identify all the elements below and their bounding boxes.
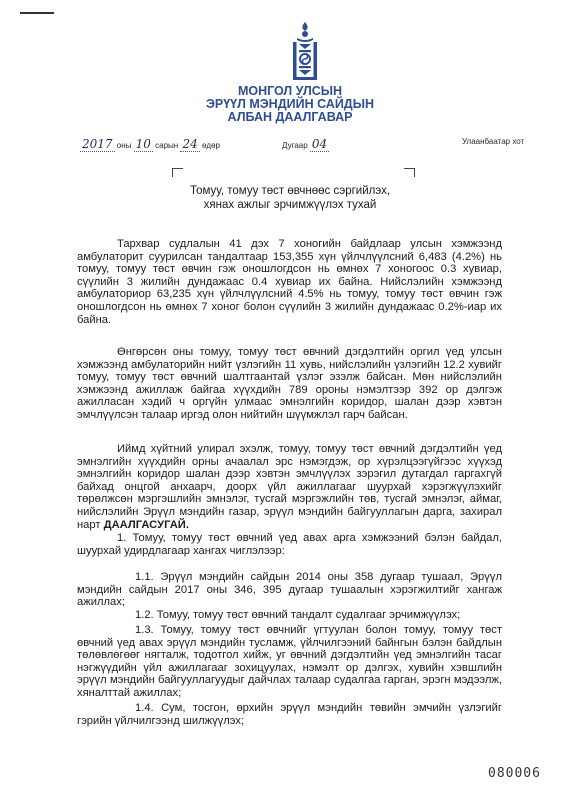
org-line-3: АЛБАН ДААЛГАВАР [227,110,353,124]
date-year-label: оны [116,141,132,150]
document-city: Улаанбаатар хот [462,137,525,146]
item-1-4 [77,702,502,727]
subject-corner-right [404,168,415,177]
date-day-label: өдөр [201,141,220,150]
paragraph-1 [77,238,502,326]
item-1-2 [77,609,502,622]
document-number [282,137,329,152]
paragraph-2-text: Өнгөрсөн оны томуу, томуу төст өвчний дэгдэлтийн оргил үед улсын хэмжээнд амбулаторийн нийт үзлэгийн 11 хувь, нийслэлийн үзлэгийн 12.2 хувийг томуу, томуу төст өвчний шалтгаантай үзлэг эзэлж байсан. Мөн нийслэлийн хэмжээнд ажиллаж байгаа хүүхдийн 789 ороны нэмэлтээр 392 ор дэлгэж ажилласан хэдий ч оргүйн улмаас эмнэлгийн коридор, шалан дээр хэвтэн эмчлүүлсэн талаар иргэд олон нийтийн шүүмжлэл гарч байсан. [77,346,502,421]
subject-corner-left [172,168,183,177]
org-line-2: ЭРҮҮЛ МЭНДИЙН САЙДЫН [206,97,374,111]
serial-number: 080006 [488,766,541,781]
paragraph-3 [77,443,502,531]
number-value: 04 [311,137,328,151]
issuing-authority [0,85,580,124]
item-1-2-text: 1.2. Томуу, томуу төст өвчний тандалт судалгааг эрчимжүүлэх; [135,609,461,621]
item-1-1-text: 1.1. Эрүүл мэндийн сайдын 2014 оны 358 дугаар тушаал, Эрүүл мэндийн сайдын 2017 оны 346, 395 дугаар тушаалын хэрэгжилтийг хангаж ажиллах; [77,571,502,609]
paragraph-3-text [77,443,502,531]
date-year: 2017 [82,137,113,151]
item-1-1 [77,571,502,609]
org-line-1: МОНГОЛ УЛСЫН [237,84,343,98]
date-day: 24 [182,137,198,151]
date-month: 10 [135,137,151,151]
item-1-4-text: 1.4. Сум, тосгон, өрхийн эрүүл мэндийн төвийн эмчийн үзлэгийг гэрийн үйлчилгээнд шилжүүлэх; [77,702,502,727]
paragraph-1-text: Тархвар судлалын 41 дэх 7 хоногийн байдлаар улсын хэмжээнд амбулаторит суурилсан тандалтаар 153,355 хүн үйлчлүүлсний 6,483 (4.2%) нь томуу, томуу төст өвчин гэж оношлогдсон нь өмнөх 7 хоногоос 0.3 хувиар, сүүлийн 3 жилийн дундажаас 0.4 хувиар их байна. Нийслэлийн хэмжээнд амбулаториор 63,235 хүн үйлчлүүлсний 4.5% нь томуу, томуу төст өвчин гэж оношлогдсон нь өмнөх 7 хоног болон сүүлийн 3 жилийн дундажаас 0.2%-иар их байна. [77,238,502,326]
item-1-text: 1. Томуу, томуу төст өвчний үед авах арга хэмжээний бэлэн байдал, шуурхай удирдлагаар хангах чиглэлээр: [77,532,502,557]
subject-line-1: Томуу, томуу төст өвчнөөс сэргийлэх, [189,185,391,197]
item-1-3-text: 1.3. Томуу, томуу төст өвчнийг үгтуулан болон томуу, томуу төст өвчний үед авах эрүүл мэндийн тусламж, үйлчилгээний байнгын бэлэн байдлын төлөвлөгөөг нягталж, тодотгол хийж, уг өвчний дэгдэлтийн үед эмнэлгийн тасаг нэгжүүдийн үйл ажиллагааг зохицуулах, нэмэлт ор дэлгэх, хувийн хэвшлийн эрүүл мэндийн байгууллагуудыг дайчлах талаар судалгаа гарган, эрэгн мэдээлж, хяналттай ажиллах; [77,624,502,699]
number-label: Дугаар [282,141,308,150]
subject-line-2: хянах ажлыг эрчимжүүлэх тухай [203,199,377,211]
document-date [80,137,220,152]
item-1-3 [77,624,502,700]
paragraph-3-body: Иймд хүйтний улирал эхэлж, томуу, томуу төст өвчний дэгдэлтийн үед эмнэлгийн хүүхдийн орны ачаалал эрс нэмэгдэж, ор хүрэлцээгүйгээс хүүхэд эмнэлгийн коридор шалан дээр хэвтэн эмчлүүлэх зэрэгил дутагдал гаргахгүй байхад онцгой анхаарч, доорх үйл ажиллагааг шуурхай хэрэгжүүлэхийг төрөлжсөн мэргэшлийн эмнэлэг, тусгай мэргэжлийн төв, тусгай эмнэлэг, аймаг, нийслэлийн Эрүүл мэндийн газар, эрүүл мэндийн байгууллагын дарга, захирал нарт [77,443,502,531]
item-1 [77,532,502,557]
scan-mark [20,12,54,14]
date-month-label: сарын [155,141,179,150]
document-subject [0,184,580,212]
soyombo-emblem-icon [284,20,326,82]
directive-keyword: ДААЛГАСУГАЙ. [103,518,189,531]
paragraph-2 [77,346,502,422]
